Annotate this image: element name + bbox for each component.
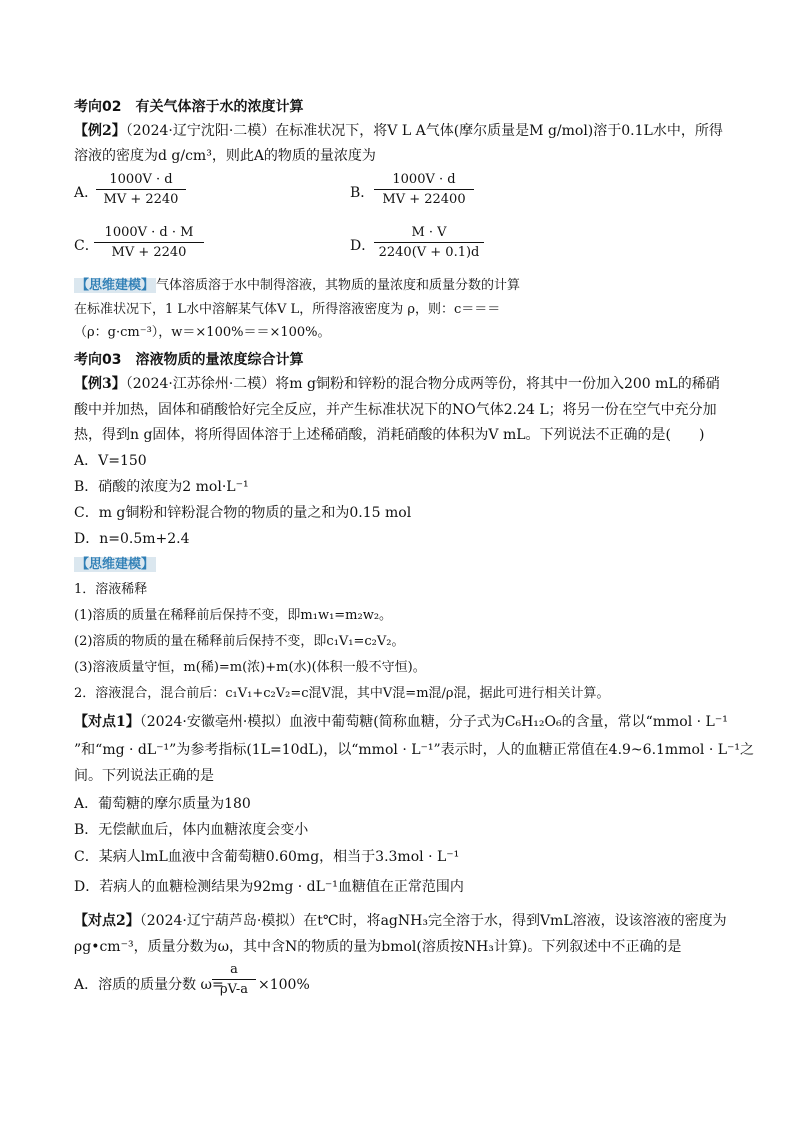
- section-heading-02: 考向02 有关气体溶于水的浓度计算: [74, 99, 304, 115]
- practice-1-option-a: A．葡萄糖的摩尔质量为180: [74, 796, 251, 812]
- thinking-model-2-heading-1: 1．溶液稀释: [74, 582, 148, 597]
- fraction-denominator: MV + 2240: [111, 245, 187, 260]
- thinking-model-tag: 【思维建模】: [76, 278, 155, 293]
- example-2-line-2: 溶液的密度为d g/cm³，则此A的物质的量浓度为: [74, 148, 376, 164]
- section-heading-03: 考向03 溶液物质的量浓度综合计算: [74, 352, 304, 368]
- practice-1-line-1: [74, 712, 728, 732]
- practice-1-option-c: C．某病人lmL血液中含葡萄糖0.60mg，相当于3.3mol · L⁻¹: [74, 849, 460, 865]
- example-3-line-3: 热，得到n g固体，将所得固体溶于上述稀硝酸，消耗硝酸的体积为V mL。下列说法不正确的是( ): [74, 427, 705, 443]
- fraction-denominator: MV + 22400: [382, 192, 466, 207]
- fraction-numerator: 1000V · d: [392, 172, 456, 187]
- thinking-model-2-tag-line: [74, 554, 156, 575]
- fraction-denominator: MV + 2240: [103, 192, 179, 207]
- example-3-line-2: 酸中并加热，固体和硝酸恰好完全反应，并产生标准状况下的NO气体2.24 L；将另一份在空气中充分加: [74, 402, 717, 418]
- fraction-bar: [212, 979, 256, 980]
- example-2-option-b-label: B．: [350, 185, 375, 201]
- example-2-option-b-fraction: [374, 172, 474, 208]
- example-3-line-1: [74, 374, 720, 394]
- thinking-model-2-item-1: (1)溶质的质量在稀释前后保持不变，即m₁w₁=m₂w₂。: [74, 608, 393, 623]
- thinking-model-1-text-1: 气体溶质溶于水中制得溶液，其物质的量浓度和质量分数的计算: [156, 278, 521, 293]
- example-2-option-a-fraction: [96, 172, 186, 208]
- practice-2-line-2: ρg•cm⁻³，质量分数为ω，其中含N的物质的量为bmol(溶质按NH₃计算)。下列叙述中不正确的是: [74, 939, 682, 955]
- fraction-numerator: a: [230, 962, 238, 977]
- practice-2-option-a-fraction: [212, 962, 256, 998]
- practice-2-label: 【对点2】: [74, 913, 140, 929]
- practice-1-option-d: D．若病人的血糖检测结果为92mg · dL⁻¹血糖值在正常范围内: [74, 879, 464, 895]
- example-3-option-a: A．V=150: [74, 453, 147, 469]
- example-2-option-d-label: D．: [350, 238, 376, 254]
- practice-1-line-2: ”和“mg · dL⁻¹”为参考指标(1L=10dL)，以“mmol · L⁻¹”表示时，人的血糖正常值在4.9~6.1mmol · L⁻¹之: [74, 742, 755, 758]
- fraction-bar: [374, 189, 474, 190]
- example-2-option-d-fraction: [374, 225, 484, 261]
- practice-2-option-a-suffix: ×100%: [258, 977, 310, 993]
- fraction-bar: [374, 242, 484, 243]
- practice-1-text-1: （2024·安徽亳州·模拟）血液中葡萄糖(简称血糖，分子式为C₆H₁₂O₆的含量，常以“mmol · L⁻¹: [139, 714, 728, 730]
- fraction-numerator: M · V: [411, 225, 447, 240]
- example-3-option-b: B．硝酸的浓度为2 mol·L⁻¹: [74, 479, 249, 495]
- example-2-label: 【例2】: [74, 123, 126, 139]
- fraction-numerator: 1000V · d: [109, 172, 173, 187]
- example-2-text-1: （2024·辽宁沈阳·二模）在标准状况下，将V L A气体(摩尔质量是M g/mol)溶于0.1L水中，所得: [125, 123, 723, 139]
- example-2-option-c-fraction: [94, 225, 204, 261]
- example-3-label: 【例3】: [74, 376, 126, 392]
- example-2-option-a-label: A．: [74, 185, 99, 201]
- example-3-text-1: （2024·江苏徐州·二模）将m g铜粉和锌粉的混合物分成两等份，将其中一份加入200 mL的稀硝: [125, 376, 720, 392]
- thinking-model-2-heading-2: 2．溶液混合，混合前后：c₁V₁+c₂V₂=c混V混，其中V混=m混/ρ混，据此可进行相关计算。: [74, 686, 610, 701]
- thinking-model-1-line-3: （ρ：g·cm⁻³），w＝×100%＝＝×100%。: [74, 325, 331, 340]
- practice-1-line-3: 间。下列说法正确的是: [74, 768, 214, 784]
- thinking-model-tag: 【思维建模】: [76, 557, 155, 572]
- practice-2-option-a-prefix: A．溶质的质量分数 ω=: [74, 977, 224, 993]
- example-3-option-c: C．m g铜粉和锌粉混合物的物质的量之和为0.15 mol: [74, 505, 412, 521]
- fraction-numerator: 1000V · d · M: [104, 225, 194, 240]
- thinking-model-1-line-1: [74, 275, 520, 296]
- example-3-option-d: D．n=0.5m+2.4: [74, 531, 190, 547]
- fraction-denominator: 2240(V + 0.1)d: [378, 245, 480, 260]
- thinking-model-2-item-3: (3)溶液质量守恒，m(稀)=m(浓)+m(水)(体积一般不守恒)。: [74, 660, 426, 675]
- fraction-bar: [94, 242, 204, 243]
- practice-1-label: 【对点1】: [74, 714, 140, 730]
- thinking-model-2-item-2: (2)溶质的物质的量在稀释前后保持不变，即c₁V₁=c₂V₂。: [74, 634, 405, 649]
- practice-1-option-b: B．无偿献血后，体内血糖浓度会变小: [74, 822, 309, 838]
- thinking-model-1-line-2: 在标准状况下，1 L水中溶解某气体V L，所得溶液密度为 ρ，则：c＝＝＝: [74, 302, 501, 317]
- practice-2-text-1: （2024·辽宁葫芦岛·模拟）在t℃时，将agNH₃完全溶于水，得到VmL溶液，设该溶液的密度为: [139, 913, 727, 929]
- example-2-line-1: [74, 121, 723, 141]
- fraction-bar: [96, 189, 186, 190]
- fraction-denominator: ρV-a: [220, 982, 248, 997]
- example-2-option-c-label: C．: [74, 238, 99, 254]
- practice-2-line-1: [74, 911, 727, 931]
